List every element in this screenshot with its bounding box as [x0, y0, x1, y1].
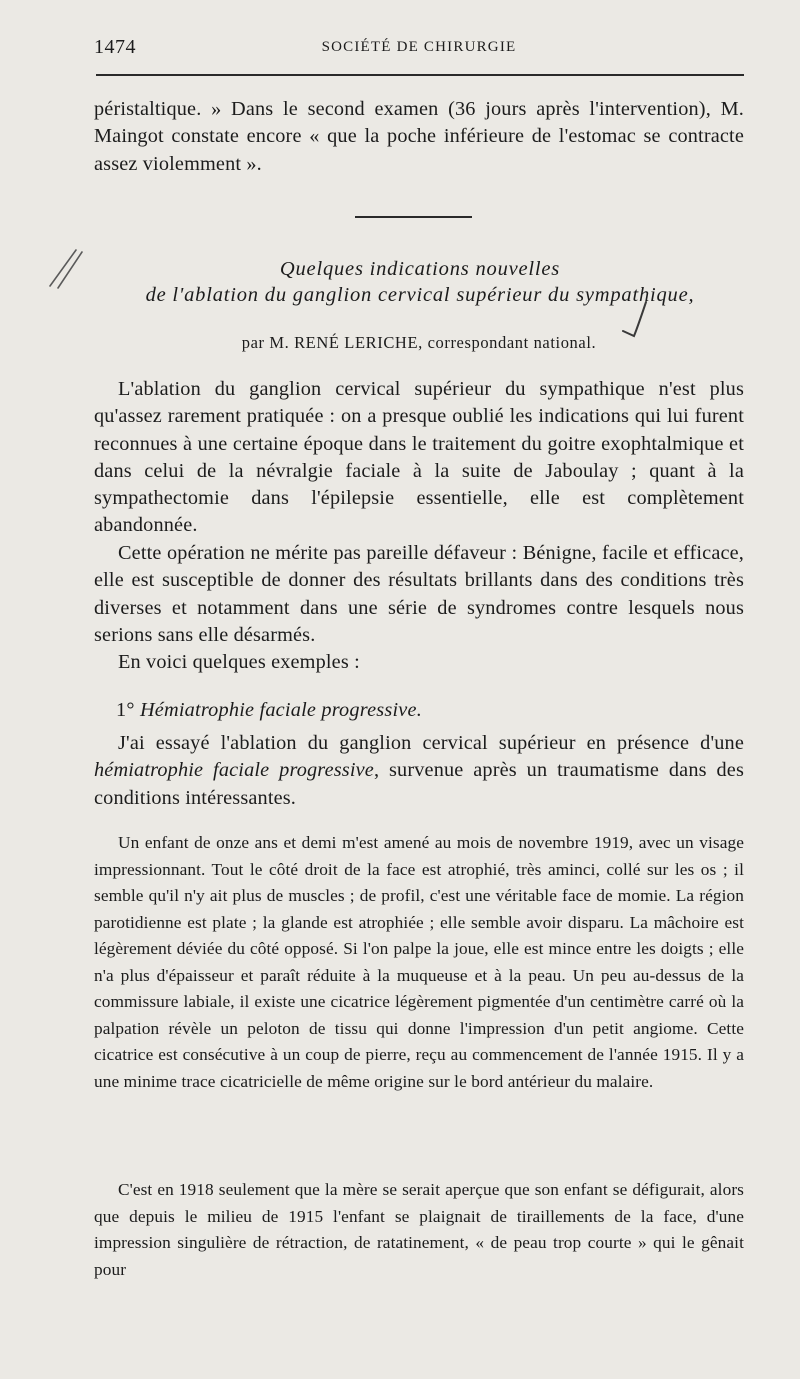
paragraph-4-text-end: , survenue après un traumatisme dans des conditions intéressantes. [94, 759, 744, 809]
body-paragraph-1: L'ablation du ganglion cervical supérieur du sympathique n'est plus qu'assez rarement pratiquée : on a presque oublié les indications qui lui furent reconnues à une certaine époque dans le traitement du goitre exophtalmique et dans celui de la névralgie faciale à la suite de Jaboulay ; quant à la sympathectomie dans l'épilepsie essentielle, elle est complètement abandonnée. [94, 378, 744, 537]
article-author: par M. RENÉ LERICHE, correspondant national. [241, 333, 597, 352]
section-heading [116, 699, 422, 722]
body-paragraph-2: Cette opération ne mérite pas pareille défaveur : Bénigne, facile et efficace, elle est susceptible de donner des résultats brillants dans des conditions très diverses et notamment dans une série de syndromes contre lesquels nous serions sans elle désarmés. [94, 542, 744, 646]
paragraph-4-emphasis: hémiatrophie faciale progressive [94, 759, 374, 782]
case-paragraph-2: C'est en 1918 seulement que la mère se serait aperçue que son enfant se défigurait, alors que depuis le milieu de 1915 l'enfant se plaignait de tiraillements de la face, d'une impression singulière de rétraction, de ratatinement, « de peau trop courte » qui le gênait pour [94, 1180, 744, 1279]
body-paragraph-3: En voici quelques exemples : [118, 651, 360, 673]
section-separator [355, 216, 472, 218]
running-head: SOCIÉTÉ DE CHIRURGIE [321, 39, 517, 55]
pencil-slash-mark [46, 246, 86, 290]
paragraph-4-text-start: J'ai essayé l'ablation du ganglion cervical supérieur en présence d'une [118, 732, 744, 754]
article-title-line-2: de l'ablation du ganglion cervical supérieur du sympathique, [145, 284, 695, 306]
section-number: 1° [116, 699, 135, 721]
continuation-paragraph: péristaltique. » Dans le second examen (36 jours après l'intervention), M. Maingot constate encore « que la poche inférieure de l'estomac se contracte assez violemment ». [94, 98, 744, 175]
case-paragraph-1: Un enfant de onze ans et demi m'est amené au mois de novembre 1919, avec un visage impressionnant. Tout le côté droit de la face est atrophié, très aminci, collé sur les os ; il semble qu'il n'y ait plus de muscles ; de profil, c'est une véritable face de momie. La région parotidienne est plate ; la glande est atrophiée ; elle semble avoir disparu. La mâchoire est légèrement déviée du côté opposé. Si l'on palpe la joue, elle est mince entre les doigts ; elle n'a plus d'épaisseur et paraît réduite à la muqueuse et à la peau. Un peu au-dessus de la commissure labiale, il existe une cicatrice légèrement pigmentée d'un centimètre carré où la palpation révèle un peloton de tissu qui donne l'impression d'un petit angiome. Cette cicatrice est consécutive à un coup de pierre, reçu au commencement de l'année 1915. Il y a une minime trace cicatricielle de même origine sur le bord antérieur du malaire. [94, 833, 744, 1091]
section-title: Hémiatrophie faciale progressive. [139, 699, 422, 721]
body-paragraph-4 [94, 730, 744, 812]
header-rule [96, 74, 744, 76]
page-header [94, 36, 744, 60]
page-number: 1474 [94, 36, 136, 58]
article-title-line-1: Quelques indications nouvelles [279, 258, 561, 280]
